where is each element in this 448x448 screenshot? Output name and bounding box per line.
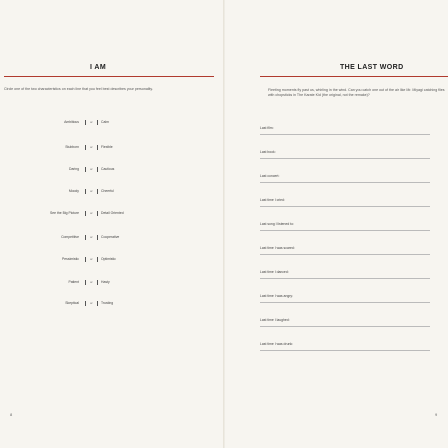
last-word-label: Last time I laughed:	[260, 318, 290, 322]
tick-mark	[97, 257, 98, 262]
answer-line[interactable]	[260, 134, 430, 135]
title-rule	[4, 76, 214, 77]
answer-line[interactable]	[260, 182, 430, 183]
tick-mark	[97, 167, 98, 172]
last-word-label: Last film:	[260, 126, 274, 130]
trait-right[interactable]: Calm	[101, 120, 109, 124]
tick-mark	[97, 301, 98, 306]
or-label: or	[90, 145, 93, 149]
last-word-label: Last time I cried:	[260, 198, 285, 202]
last-word-item	[260, 342, 430, 352]
last-word-label: Last time I was scared:	[260, 246, 295, 250]
or-label: or	[90, 167, 93, 171]
right-page	[224, 0, 448, 448]
trait-pair	[0, 257, 224, 265]
answer-line[interactable]	[260, 206, 430, 207]
trait-right[interactable]: Trusting	[101, 301, 114, 305]
trait-pair	[0, 235, 224, 243]
or-label: or	[90, 301, 93, 305]
tick-mark	[85, 189, 86, 194]
trait-pair	[0, 301, 224, 309]
tick-mark	[97, 211, 98, 216]
last-word-item	[260, 270, 430, 280]
last-word-item	[260, 174, 430, 184]
trait-left[interactable]: Daring	[69, 167, 79, 171]
trait-pair	[0, 167, 224, 175]
last-word-item	[260, 222, 430, 232]
page-intro: Fleeting moments fly past us, whirling in the wind. Can you catch one out of the air like Mr. Miyagi catching flies with chopsticks in The Karate Kid (the original, not the remake)?	[268, 88, 445, 97]
trait-right[interactable]: Flexible	[101, 145, 113, 149]
answer-line[interactable]	[260, 230, 430, 231]
trait-pair	[0, 189, 224, 197]
tick-mark	[85, 167, 86, 172]
trait-left[interactable]: See the Big Picture	[49, 211, 79, 215]
or-label: or	[90, 189, 93, 193]
trait-right[interactable]: Hasty	[101, 280, 110, 284]
or-label: or	[90, 257, 93, 261]
answer-line[interactable]	[260, 278, 430, 279]
last-word-item	[260, 246, 430, 256]
tick-mark	[97, 145, 98, 150]
trait-right[interactable]: Cautious	[101, 167, 115, 171]
answer-line[interactable]	[260, 350, 430, 351]
last-word-item	[260, 198, 430, 208]
page-intro: Circle one of the two characteristics on each line that you feel best describes your personality.	[4, 87, 153, 91]
trait-left[interactable]: Moody	[68, 189, 79, 193]
trait-left[interactable]: Stubborn	[65, 145, 79, 149]
last-word-label: Last time I was drunk:	[260, 342, 293, 346]
tick-mark	[85, 301, 86, 306]
page-title: I AM	[90, 64, 107, 71]
answer-line[interactable]	[260, 254, 430, 255]
answer-line[interactable]	[260, 326, 430, 327]
last-word-item	[260, 126, 430, 136]
last-word-label: Last song I listened to:	[260, 222, 294, 226]
trait-left[interactable]: Ambitious	[64, 120, 79, 124]
trait-pair	[0, 280, 224, 288]
trait-right[interactable]: Cheerful	[101, 189, 114, 193]
trait-left[interactable]: Skeptical	[65, 301, 79, 305]
trait-left[interactable]: Pessimistic	[62, 257, 79, 261]
trait-left[interactable]: Competitive	[61, 235, 79, 239]
or-label: or	[90, 120, 93, 124]
last-word-label: Last time I was angry:	[260, 294, 293, 298]
tick-mark	[97, 280, 98, 285]
tick-mark	[85, 120, 86, 125]
last-word-item	[260, 294, 430, 304]
page-number: 8	[10, 412, 13, 417]
or-label: or	[90, 235, 93, 239]
tick-mark	[85, 145, 86, 150]
tick-mark	[85, 211, 86, 216]
trait-left[interactable]: Patient	[68, 280, 79, 284]
last-word-label: Last book:	[260, 150, 276, 154]
tick-mark	[97, 189, 98, 194]
trait-right[interactable]: Cooperative	[101, 235, 120, 239]
or-label: or	[90, 280, 93, 284]
last-word-item	[260, 150, 430, 160]
last-word-label: Last concert:	[260, 174, 280, 178]
tick-mark	[85, 280, 86, 285]
or-label: or	[90, 211, 93, 215]
page-number: 9	[435, 412, 438, 417]
answer-line[interactable]	[260, 158, 430, 159]
answer-line[interactable]	[260, 302, 430, 303]
last-word-label: Last time I danced:	[260, 270, 289, 274]
tick-mark	[97, 235, 98, 240]
trait-pair	[0, 211, 224, 219]
title-rule	[260, 76, 448, 77]
tick-mark	[85, 257, 86, 262]
page-title: THE LAST WORD	[340, 64, 404, 71]
tick-mark	[85, 235, 86, 240]
tick-mark	[97, 120, 98, 125]
trait-right[interactable]: Detail Oriented	[101, 211, 124, 215]
last-word-item	[260, 318, 430, 328]
trait-right[interactable]: Optimistic	[101, 257, 116, 261]
trait-pair	[0, 145, 224, 153]
trait-pair	[0, 120, 224, 128]
